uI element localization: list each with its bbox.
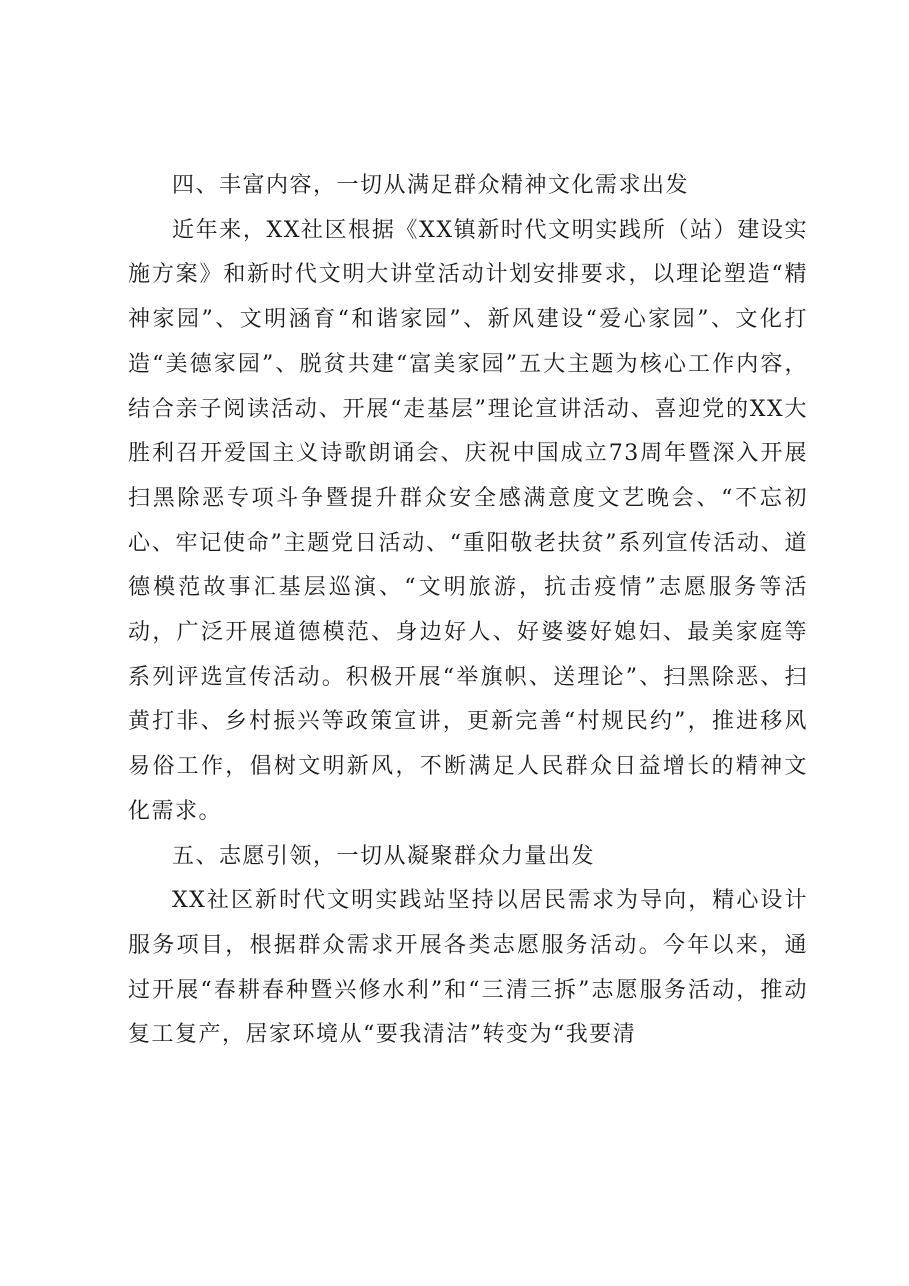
section-heading: 五、志愿引领，一切从凝聚群众力量出发: [172, 843, 596, 869]
section-heading: 四、丰富内容，一切从满足群众精神文化需求出发: [172, 173, 690, 198]
body-paragraph: 近年来，XX社区根据《XX镇新时代文明实践所（站）建设实施方案》和新时代文明大讲堂活动计划安排要求，以理论塑造“精神家园”、文明涵育“和谐家园”、新风建设“爱心家园”、文化打造“美德家园”、脱贫共建“富美家园”五大主题为核心工作内容，结合亲子阅读活动、开展“走基层”理论宣讲活动、喜迎党的XX大胜利召开爱国主义诗歌朗诵会、庆祝中国成立73周年暨深入开展扫黑除恶专项斗争暨提升群众安全感满意度文艺晚会、“不忘初心、牢记使命”主题党日活动、“重阳敬老扶贫”系列宣传活动、道德模范故事汇基层巡演、“文明旅游，抗击疫情”志愿服务等活动，广泛开展道德模范、身边好人、好婆婆好媳妇、最美家庭等系列评选宣传活动。积极开展“举旗帜、送理论”、扫黑除恶、扫黄打非、乡村振兴等政策宣讲，更新完善“村规民约”，推进移风易俗工作，倡树文明新风，不断满足人民群众日益增长的精神文化需求。: [128, 217, 808, 824]
body-paragraph: XX社区新时代文明实践站坚持以居民需求为导向，精心设计服务项目，根据群众需求开展各类志愿服务活动。今年以来，通过开展“春耕春种暨兴修水利”和“三清三拆”志愿服务活动，推动复工复产，居家环境从“要我清洁”转变为“我要清: [128, 888, 808, 1048]
document-body: [128, 164, 808, 1058]
